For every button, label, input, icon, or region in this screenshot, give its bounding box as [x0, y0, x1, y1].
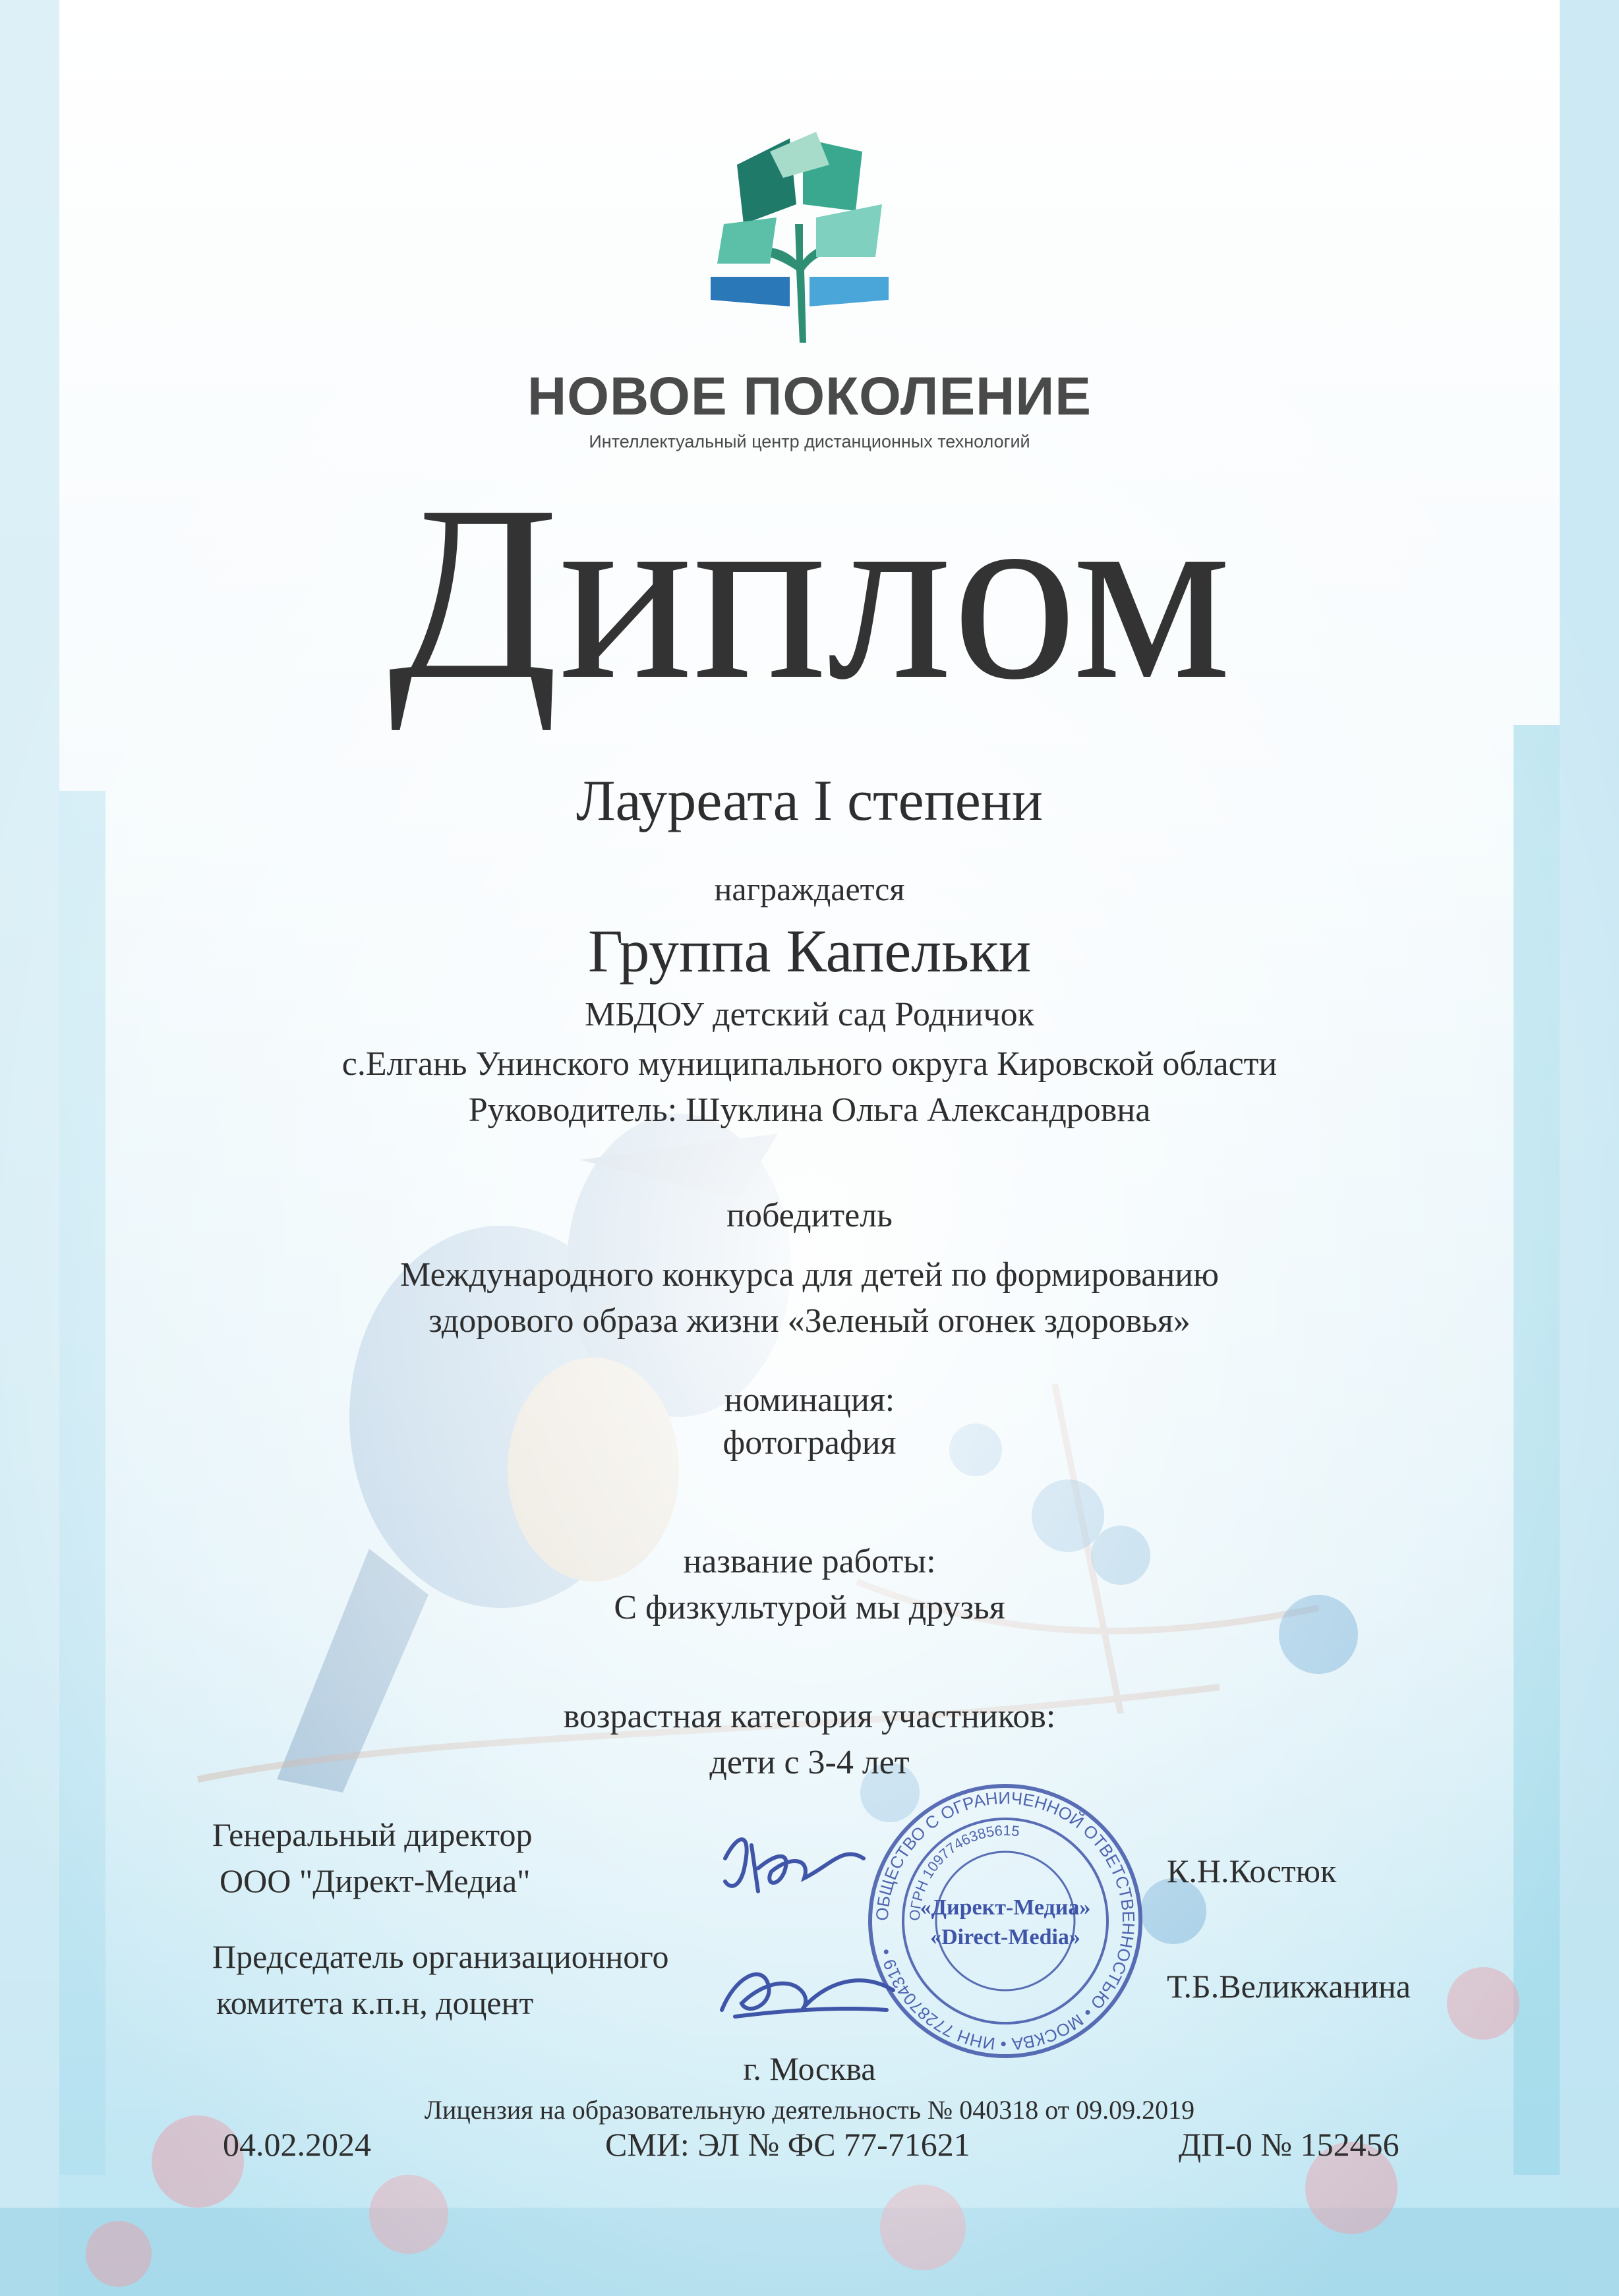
issue-date: 04.02.2024 [223, 2126, 371, 2163]
age-value: дети с 3-4 лет [709, 1744, 910, 1781]
smi-registration: СМИ: ЭЛ № ФС 77-71621 [605, 2126, 970, 2163]
city: г. Москва [743, 2050, 876, 2087]
work-label: название работы: [683, 1543, 936, 1580]
degree: Лауреата I степени [576, 769, 1043, 833]
brand-name: НОВОЕ ПОКОЛЕНИЕ [527, 366, 1092, 426]
seal-outer-text: ОБЩЕСТВО С ОГРАНИЧЕННОЙ ОТВЕТСТВЕННОСТЬЮ • МОСКВА • ИНН 7728704319 • [871, 1787, 1139, 2055]
director-title-2: ООО "Директ-Медиа" [220, 1862, 531, 1899]
chair-title-2: комитета к.п.н, доцент [216, 1984, 534, 2021]
chair-name: Т.Б.Великжанина [1167, 1968, 1411, 2005]
work-title: С физкультурой мы друзья [614, 1589, 1005, 1626]
seal-center-1: «Директ-Медиа» [920, 1895, 1091, 1920]
director-signature [712, 1819, 883, 1905]
location: с.Елгань Унинского муниципального округа Кировской области [341, 1045, 1278, 1083]
contest-line-2: здорового образа жизни «Зеленый огонек здоровья» [428, 1302, 1191, 1340]
awarded-label: награждается [714, 871, 905, 907]
nomination-value: фотография [722, 1424, 897, 1462]
diploma-title: Диплом [388, 454, 1231, 732]
tree-logo-icon [697, 125, 902, 343]
contest-line-1: Международного конкурса для детей по формированию [400, 1256, 1219, 1294]
director-name: К.Н.Костюк [1167, 1852, 1337, 1889]
document-number: ДП-0 № 152456 [1179, 2126, 1399, 2163]
nomination-label: номинация: [724, 1381, 895, 1419]
age-label: возрастная категория участников: [563, 1698, 1056, 1735]
status-label: победитель [726, 1197, 893, 1234]
license-line: Лицензия на образовательную деятельность № 040318 от 09.09.2019 [424, 2095, 1195, 2125]
brand-tagline: Интеллектуальный центр дистанционных технологий [589, 432, 1030, 451]
institution: МБДОУ детский сад Родничок [585, 996, 1034, 1033]
company-seal [867, 1783, 1144, 2059]
seal-inner-text: ОГРН 1097746385615 [906, 1822, 1021, 1922]
recipient-name: Группа Капельки [587, 917, 1032, 985]
chair-title-1: Председатель организационного [212, 1938, 669, 1975]
director-title-1: Генеральный директор [212, 1816, 533, 1853]
supervisor: Руководитель: Шуклина Ольга Александровна [468, 1091, 1151, 1129]
seal-center-2: «Direct-Media» [930, 1925, 1080, 1949]
